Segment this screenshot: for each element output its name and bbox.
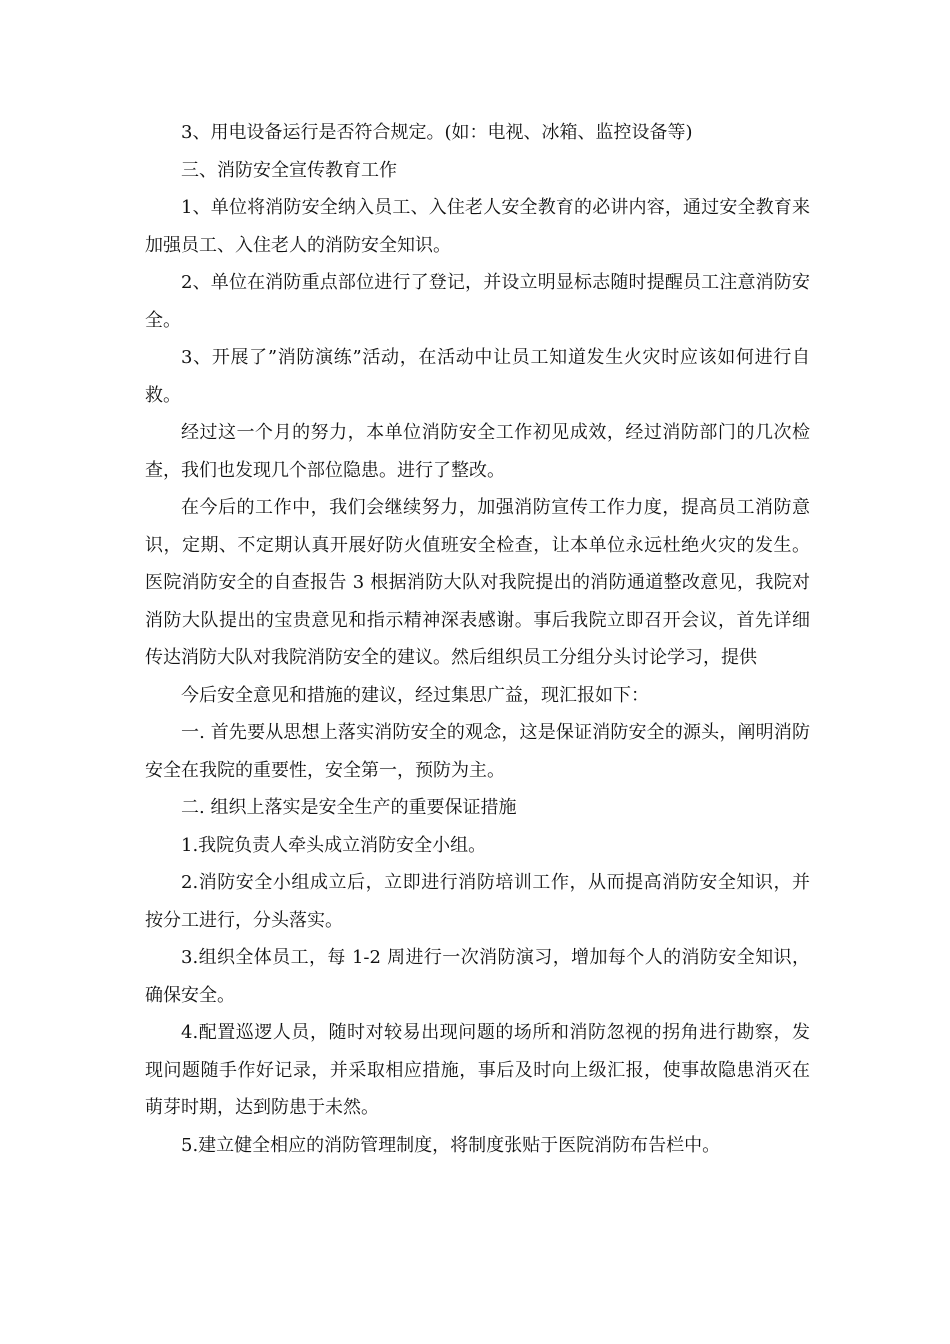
paragraph-education-1: 1、单位将消防安全纳入员工、入住老人安全教育的必讲内容，通过安全教育来加强员工、入住老人的消防安全知识。 [145,197,810,256]
list-item-2: 2.消防安全小组成立后，立即进行消防培训工作，从而提高消防安全知识，并按分工进行，分头落实。 [145,872,810,931]
list-item-4: 4.配置巡逻人员，随时对较易出现问题的场所和消防忽视的拐角进行勘察，发现问题随手作好记录，并采取相应措施，事后及时向上级汇报，使事故隐患消灭在萌芽时期，达到防患于未然。 [145,1022,810,1118]
document-body [145,114,810,1164]
paragraph-electrical-check: 3、用电设备运行是否符合规定。(如：电视、冰箱、监控设备等) [181,122,693,143]
paragraph-education-2: 2、单位在消防重点部位进行了登记，并设立明显标志随时提醒员工注意消防安全。 [145,272,810,331]
paragraph-future-work: 在今后的工作中，我们会继续努力，加强消防宣传工作力度，提高员工消防意识，定期、不定期认真开展好防火值班安全检查，让本单位永远杜绝火灾的发生。 医院消防安全的自查报告 3 根据消防大队对我院提出的消防通道整改意见，我院对消防大队提出的宝贵意见和指示精神深表感谢。事后我院立即召开会议，首先详细传达消防大队对我院消防安全的建议。然后组织员工分组分头讨论学习，提供 [145,497,810,668]
list-item-1: 1.我院负责人牵头成立消防安全小组。 [181,834,487,856]
paragraph-point-one: 一. 首先要从思想上落实消防安全的观念，这是保证消防安全的源头，阐明消防安全在我院的重要性，安全第一，预防为主。 [145,722,810,781]
paragraph-summary-intro: 今后安全意见和措施的建议，经过集思广益，现汇报如下： [181,684,649,706]
list-item-5: 5.建立健全相应的消防管理制度，将制度张贴于医院消防布告栏中。 [181,1134,721,1156]
paragraph-point-two: 二. 组织上落实是安全生产的重要保证措施 [181,797,517,818]
paragraph-education-3: 3、开展了”消防演练”活动，在活动中让员工知道发生火灾时应该如何进行自救。 [145,347,810,406]
list-item-3: 3.组织全体员工，每 1-2 周进行一次消防演习，增加每个人的消防安全知识，确保安全。 [145,947,810,1006]
paragraph-results: 经过这一个月的努力，本单位消防安全工作初见成效，经过消防部门的几次检查，我们也发现几个部位隐患。进行了整改。 [145,422,810,481]
section-heading-fire-education: 三、消防安全宣传教育工作 [181,159,397,181]
